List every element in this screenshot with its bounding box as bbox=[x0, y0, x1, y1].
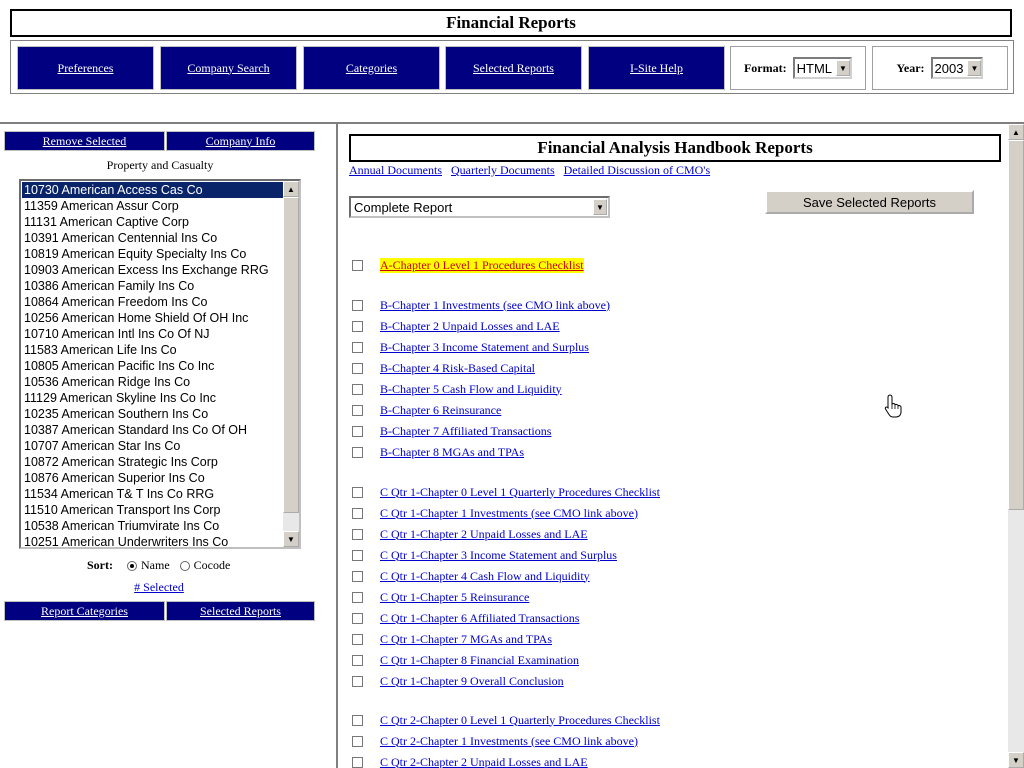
cmo-discussion-link[interactable]: Detailed Discussion of CMO's bbox=[563, 163, 711, 177]
report-link[interactable]: C Qtr 2-Chapter 1 Investments (see CMO link above) bbox=[380, 733, 638, 748]
report-categories-link[interactable]: Report Categories bbox=[41, 603, 128, 618]
annual-documents-link[interactable]: Annual Documents bbox=[349, 163, 442, 177]
category-label: Property and Casualty bbox=[106, 158, 214, 172]
nav-selected-reports[interactable] bbox=[445, 46, 582, 90]
nav-company-search-link[interactable]: Company Search bbox=[187, 60, 270, 75]
report-type-select[interactable] bbox=[349, 196, 610, 218]
scroll-down-icon[interactable]: ▼ bbox=[1008, 752, 1024, 768]
report-row bbox=[352, 732, 638, 750]
sort-cocode-label: Cocode bbox=[193, 558, 231, 572]
report-row bbox=[352, 525, 588, 543]
scroll-thumb[interactable] bbox=[283, 197, 299, 513]
list-item[interactable]: 11583 American Life Ins Co bbox=[24, 343, 177, 357]
report-row bbox=[352, 651, 579, 669]
format-box bbox=[730, 46, 866, 90]
report-row bbox=[352, 588, 529, 606]
main-title: Financial Analysis Handbook Reports bbox=[349, 134, 1001, 162]
report-row bbox=[352, 630, 552, 648]
report-link[interactable]: B-Chapter 4 Risk-Based Capital bbox=[380, 360, 535, 375]
report-row bbox=[352, 753, 588, 768]
company-info-button[interactable] bbox=[166, 131, 315, 151]
report-link[interactable]: A-Chapter 0 Level 1 Procedures Checklist bbox=[380, 257, 584, 272]
report-checkbox[interactable] bbox=[352, 655, 363, 666]
list-item[interactable]: 11129 American Skyline Ins Co Inc bbox=[24, 391, 216, 405]
scroll-down-icon[interactable]: ▼ bbox=[283, 531, 299, 547]
remove-selected-link[interactable]: Remove Selected bbox=[42, 133, 127, 148]
scroll-up-icon[interactable]: ▲ bbox=[1008, 124, 1024, 140]
report-row bbox=[352, 401, 501, 419]
sort-name-label: Name bbox=[141, 558, 170, 572]
report-checkbox[interactable] bbox=[352, 757, 363, 768]
list-item[interactable]: 10707 American Star Ins Co bbox=[24, 439, 181, 453]
list-item[interactable]: 10386 American Family Ins Co bbox=[24, 279, 195, 293]
report-link[interactable]: C Qtr 2-Chapter 2 Unpaid Losses and LAE bbox=[380, 754, 588, 768]
report-row bbox=[352, 317, 560, 335]
header-frame bbox=[0, 0, 1024, 124]
sort-label: Sort: bbox=[87, 558, 113, 572]
nav-selected-reports-link[interactable]: Selected Reports bbox=[473, 60, 554, 75]
format-select[interactable] bbox=[793, 57, 852, 79]
year-value: 2003 bbox=[934, 60, 964, 76]
nav-isite-help[interactable] bbox=[588, 46, 725, 90]
report-checkbox[interactable] bbox=[352, 300, 363, 311]
report-type-value: Complete Report bbox=[354, 199, 453, 215]
format-label: Format: bbox=[743, 60, 787, 75]
report-checkbox[interactable] bbox=[352, 426, 363, 437]
main-scrollbar[interactable] bbox=[1008, 124, 1024, 768]
chevron-down-icon[interactable]: ▼ bbox=[836, 60, 850, 76]
report-checkbox[interactable] bbox=[352, 571, 363, 582]
report-checkbox[interactable] bbox=[352, 260, 363, 271]
list-item[interactable]: 10903 American Excess Ins Exchange RRG bbox=[24, 263, 269, 277]
nav-categories-link[interactable]: Categories bbox=[345, 60, 398, 75]
sort-name-radio[interactable] bbox=[127, 561, 137, 571]
quarterly-documents-link[interactable]: Quarterly Documents bbox=[450, 163, 555, 177]
report-row bbox=[352, 672, 564, 690]
report-categories-button[interactable] bbox=[4, 601, 165, 621]
company-items bbox=[22, 182, 284, 549]
sort-cocode-radio[interactable] bbox=[180, 561, 190, 571]
format-value: HTML bbox=[796, 60, 833, 76]
sort-options bbox=[87, 558, 230, 573]
report-checkbox[interactable] bbox=[352, 508, 363, 519]
report-row bbox=[352, 483, 660, 501]
list-item[interactable]: 10251 American Underwriters Ins Co bbox=[24, 535, 229, 549]
nav-preferences-link[interactable]: Preferences bbox=[57, 60, 114, 75]
report-checkbox[interactable] bbox=[352, 550, 363, 561]
list-item[interactable]: 11510 American Transport Ins Corp bbox=[24, 503, 221, 517]
report-checkbox[interactable] bbox=[352, 363, 363, 374]
report-checkbox[interactable] bbox=[352, 447, 363, 458]
year-select[interactable] bbox=[931, 57, 984, 79]
remove-selected-button[interactable] bbox=[4, 131, 165, 151]
hand-pointer-icon bbox=[884, 394, 902, 418]
chevron-down-icon[interactable]: ▼ bbox=[967, 60, 981, 76]
save-selected-reports-button[interactable]: Save Selected Reports bbox=[765, 190, 974, 214]
nav-preferences[interactable] bbox=[17, 46, 154, 90]
report-checkbox[interactable] bbox=[352, 342, 363, 353]
report-link[interactable]: C Qtr 1-Chapter 9 Overall Conclusion bbox=[380, 673, 564, 688]
report-link[interactable]: C Qtr 1-Chapter 6 Affiliated Transactions bbox=[380, 610, 580, 625]
report-checkbox[interactable] bbox=[352, 529, 363, 540]
left-panel bbox=[0, 124, 338, 768]
report-link[interactable]: C Qtr 1-Chapter 3 Income Statement and Surplus bbox=[380, 547, 617, 562]
report-link[interactable]: C Qtr 1-Chapter 4 Cash Flow and Liquidity bbox=[380, 568, 590, 583]
scroll-thumb[interactable] bbox=[1008, 140, 1024, 510]
list-item[interactable]: 10864 American Freedom Ins Co bbox=[24, 295, 208, 309]
report-checkbox[interactable] bbox=[352, 715, 363, 726]
company-list-scrollbar[interactable] bbox=[283, 181, 299, 547]
report-checkbox[interactable] bbox=[352, 405, 363, 416]
report-row bbox=[352, 296, 610, 314]
chevron-down-icon[interactable]: ▼ bbox=[593, 199, 607, 215]
list-item[interactable]: 10235 American Southern Ins Co bbox=[24, 407, 209, 421]
list-item[interactable]: 10730 American Access Cas Co bbox=[22, 182, 284, 198]
report-link[interactable]: C Qtr 2-Chapter 0 Level 1 Quarterly Procedures Checklist bbox=[380, 712, 660, 727]
report-checkbox[interactable] bbox=[352, 384, 363, 395]
company-info-link[interactable]: Company Info bbox=[205, 133, 276, 148]
report-row bbox=[352, 443, 524, 461]
report-checkbox[interactable] bbox=[352, 676, 363, 687]
report-link[interactable]: C Qtr 1-Chapter 2 Unpaid Losses and LAE bbox=[380, 526, 588, 541]
report-link[interactable]: B-Chapter 6 Reinsurance bbox=[380, 402, 502, 417]
report-link[interactable]: B-Chapter 3 Income Statement and Surplus bbox=[380, 339, 589, 354]
num-selected bbox=[0, 580, 318, 595]
report-checkbox[interactable] bbox=[352, 736, 363, 747]
list-item[interactable]: 11131 American Captive Corp bbox=[24, 215, 189, 229]
report-row bbox=[352, 609, 579, 627]
report-link[interactable]: B-Chapter 2 Unpaid Losses and LAE bbox=[380, 318, 560, 333]
report-link[interactable]: B-Chapter 5 Cash Flow and Liquidity bbox=[380, 381, 562, 396]
report-row bbox=[352, 422, 551, 440]
report-checkbox[interactable] bbox=[352, 321, 363, 332]
scroll-up-icon[interactable]: ▲ bbox=[283, 181, 299, 197]
main-panel bbox=[338, 124, 1024, 768]
report-link[interactable]: B-Chapter 1 Investments (see CMO link above) bbox=[380, 297, 610, 312]
report-link[interactable]: C Qtr 1-Chapter 1 Investments (see CMO link above) bbox=[380, 505, 638, 520]
selected-reports-link[interactable]: Selected Reports bbox=[200, 603, 281, 618]
list-item[interactable]: 11534 American T& T Ins Co RRG bbox=[24, 487, 215, 501]
report-checkbox[interactable] bbox=[352, 592, 363, 603]
list-item[interactable]: 10872 American Strategic Ins Corp bbox=[24, 455, 218, 469]
report-row bbox=[352, 567, 590, 585]
list-item[interactable]: 10387 American Standard Ins Co Of OH bbox=[24, 423, 248, 437]
report-link[interactable]: B-Chapter 8 MGAs and TPAs bbox=[380, 444, 525, 459]
report-link[interactable]: C Qtr 1-Chapter 7 MGAs and TPAs bbox=[380, 631, 553, 646]
list-item[interactable]: 11359 American Assur Corp bbox=[24, 199, 179, 213]
report-link[interactable]: B-Chapter 7 Affiliated Transactions bbox=[380, 423, 552, 438]
list-item[interactable]: 10391 American Centennial Ins Co bbox=[24, 231, 218, 245]
year-label: Year: bbox=[896, 60, 925, 75]
report-checkbox[interactable] bbox=[352, 634, 363, 645]
report-link[interactable]: C Qtr 1-Chapter 0 Level 1 Quarterly Procedures Checklist bbox=[380, 484, 660, 499]
report-row bbox=[352, 256, 584, 274]
list-item[interactable]: 10710 American Intl Ins Co Of NJ bbox=[24, 327, 210, 341]
year-box bbox=[872, 46, 1008, 90]
report-row bbox=[352, 504, 638, 522]
report-link[interactable]: C Qtr 1-Chapter 5 Reinsurance bbox=[380, 589, 530, 604]
list-item[interactable]: 10805 American Pacific Ins Co Inc bbox=[24, 359, 215, 373]
list-item[interactable]: 10536 American Ridge Ins Co bbox=[24, 375, 191, 389]
report-row bbox=[352, 380, 562, 398]
report-checkbox[interactable] bbox=[352, 613, 363, 624]
selected-reports-button[interactable] bbox=[166, 601, 315, 621]
nav-bar bbox=[10, 40, 1014, 94]
report-row bbox=[352, 711, 660, 729]
report-row bbox=[352, 359, 535, 377]
page-title: Financial Reports bbox=[10, 9, 1012, 37]
report-link[interactable]: C Qtr 1-Chapter 8 Financial Examination bbox=[380, 652, 579, 667]
list-item[interactable]: 10819 American Equity Specialty Ins Co bbox=[24, 247, 247, 261]
document-links bbox=[349, 163, 716, 178]
nav-categories[interactable] bbox=[303, 46, 440, 90]
report-checkbox[interactable] bbox=[352, 487, 363, 498]
num-selected-link[interactable]: # Selected bbox=[134, 580, 184, 594]
report-row bbox=[352, 338, 589, 356]
list-item[interactable]: 10256 American Home Shield Of OH Inc bbox=[24, 311, 249, 325]
company-listbox[interactable] bbox=[19, 179, 301, 549]
list-item[interactable]: 10876 American Superior Ins Co bbox=[24, 471, 205, 485]
list-item[interactable]: 10538 American Triumvirate Ins Co bbox=[24, 519, 220, 533]
nav-company-search[interactable] bbox=[160, 46, 297, 90]
report-row bbox=[352, 546, 617, 564]
nav-isite-help-link[interactable]: I-Site Help bbox=[630, 60, 683, 75]
